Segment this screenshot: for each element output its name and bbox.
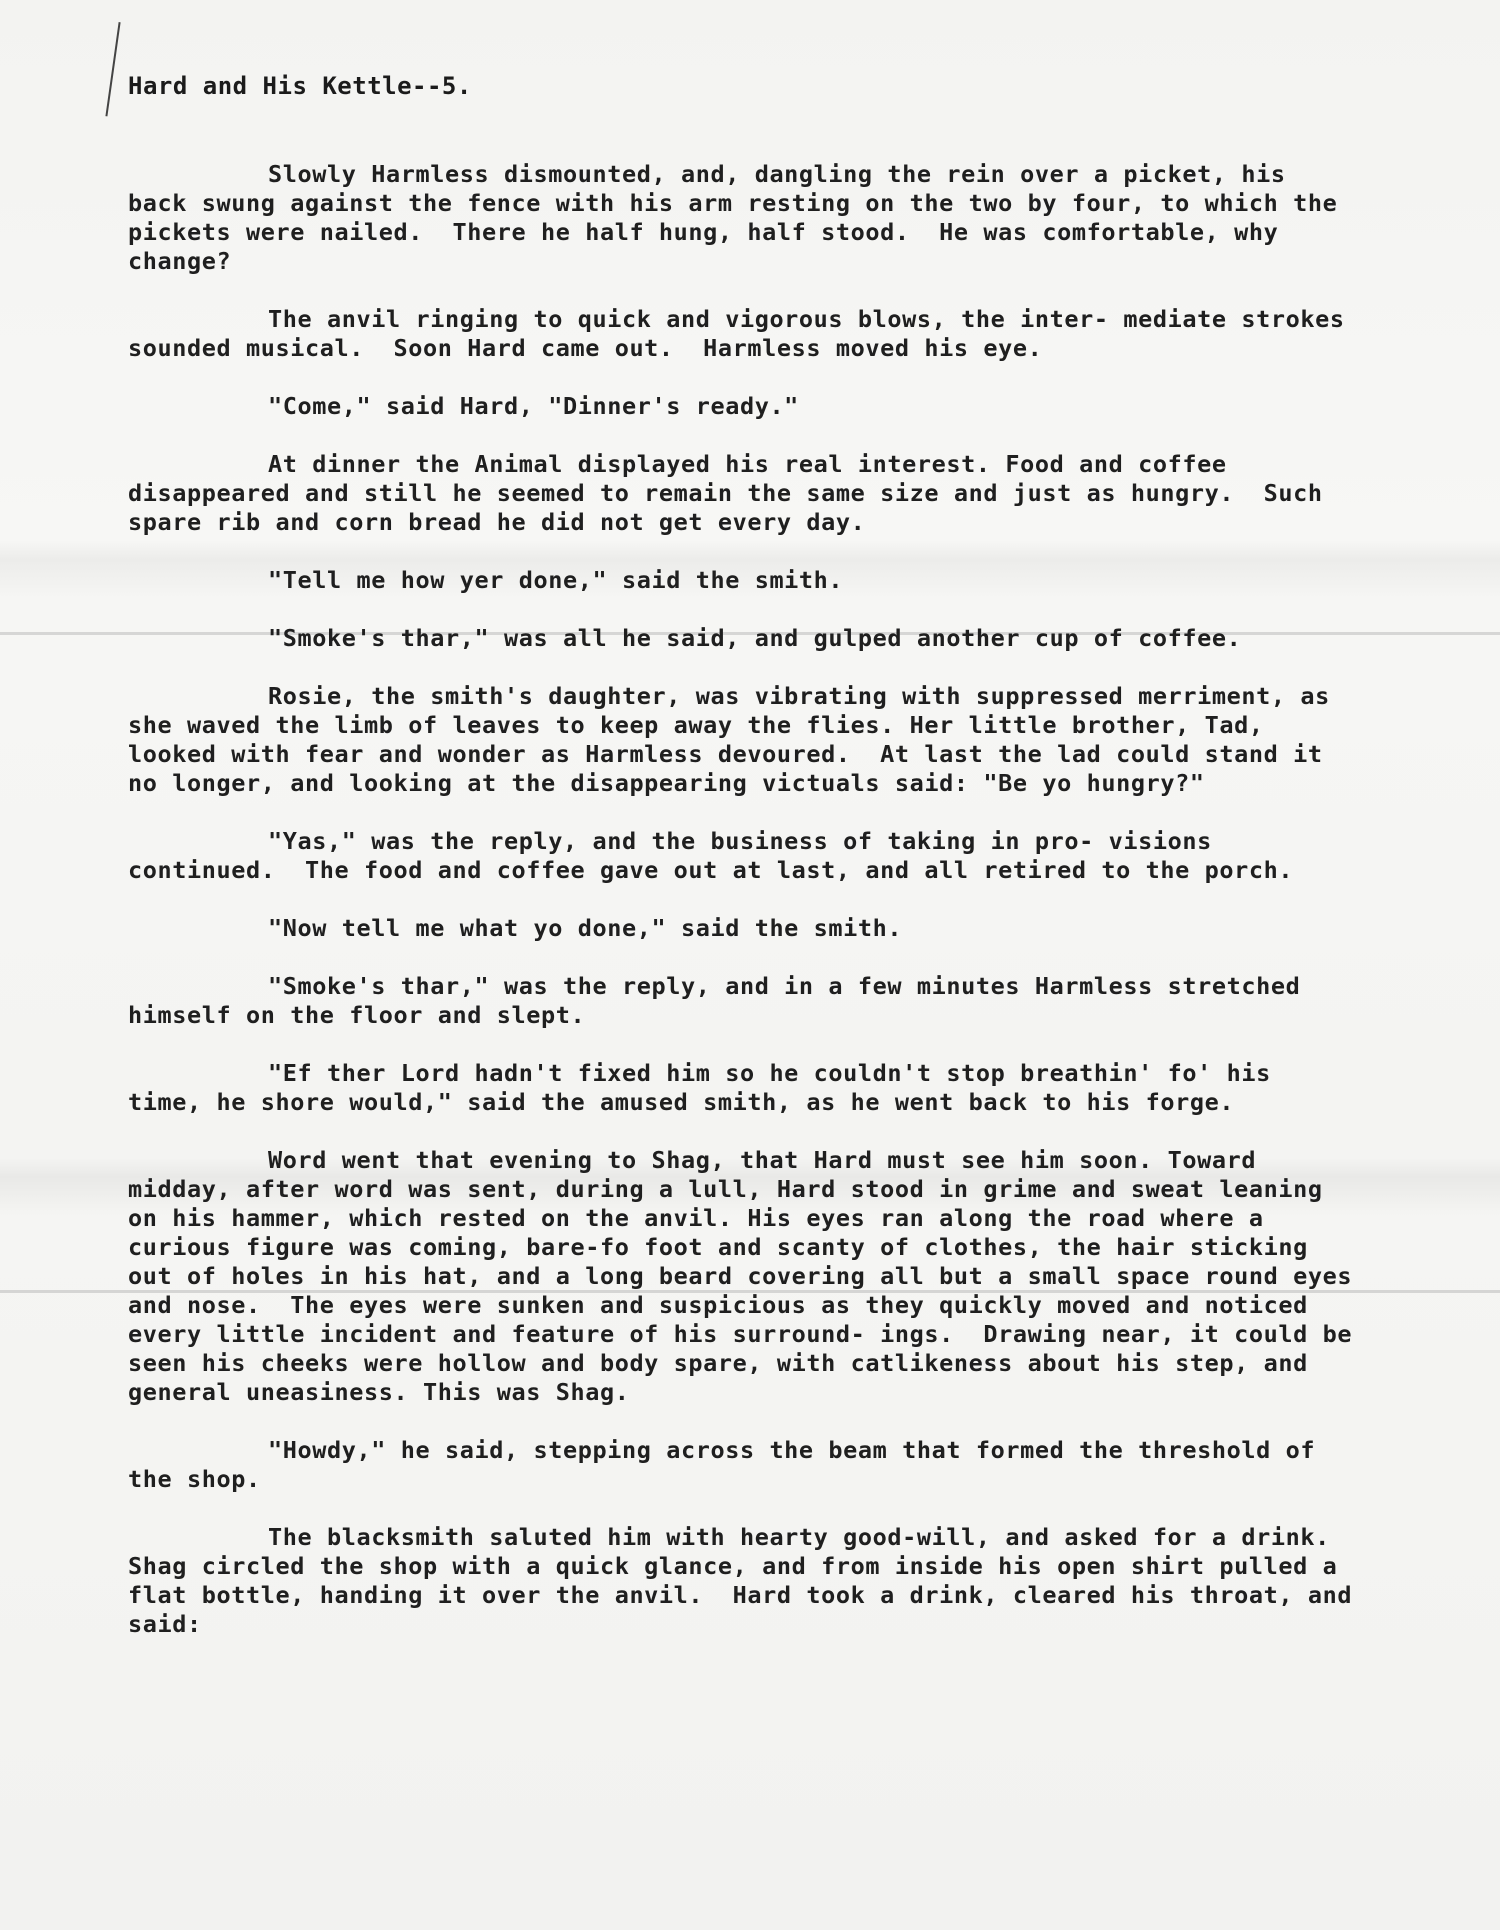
paragraph: The blacksmith saluted him with hearty good-will, and asked for a drink. Shag circled the shop with a quick glance, and from inside his open shirt pulled a flat bottle, handing it over the anvil. Hard took a drink, cleared his throat, and said: — [128, 1523, 1367, 1638]
paragraph: "Smoke's thar," was the reply, and in a few minutes Harmless stretched himself on the floor and slept. — [128, 972, 1316, 1029]
paragraph: "Tell me how yer done," said the smith. — [268, 566, 844, 594]
paragraph: At dinner the Animal displayed his real interest. Food and coffee disappeared and still he seemed to remain the same size and just as hungry. Such spare rib and corn bread he did not get every day. — [128, 450, 1338, 536]
body-text — [128, 160, 1367, 1668]
paragraph: Word went that evening to Shag, that Hard must see him soon. Toward midday, after word was sent, during a lull, Hard stood in grime and sweat leaning on his hammer, which rested on the anvil. His eyes ran along the road where a curious figure was coming, bare-fo foot and scanty of clothes, the hair sticking out of holes in his hat, and a long beard covering all but a small space round eyes and nose. The eyes were sunken and suspicious as they quickly moved and noticed every little incident and feature of his surround- ings. Drawing near, it could be seen his cheeks were hollow and body spare, with catlikeness about his step, and general uneasiness. This was Shag. — [128, 1146, 1367, 1406]
margin-pencil-mark — [105, 22, 124, 117]
paragraph: The anvil ringing to quick and vigorous blows, the inter- mediate strokes sounded musical. Soon Hard came out. Harmless moved his eye. — [128, 305, 1360, 362]
paragraph: Rosie, the smith's daughter, was vibrating with suppressed merriment, as she waved the limb of leaves to keep away the flies. Her little brother, Tad, looked with fear and wonder as Harmless devoured. At last the lad could stand it no longer, and looking at the disappearing victuals said: "Be yo hungry?" — [128, 682, 1345, 797]
paragraph: "Come," said Hard, "Dinner's ready." — [268, 392, 799, 420]
paragraph: "Ef ther Lord hadn't fixed him so he couldn't stop breathin' fo' his time, he shore would," said the amused smith, as he went back to his forge. — [128, 1059, 1286, 1116]
page-header: Hard and His Kettle--5. — [128, 72, 472, 100]
paragraph: "Yas," was the reply, and the business of taking in pro- visions continued. The food and coffee gave out at last, and all retired to the porch. — [128, 827, 1294, 884]
paragraph: Slowly Harmless dismounted, and, dangling the rein over a picket, his back swung against the fence with his arm resting on the two by four, to which the pickets were nailed. There he half hung, half stood. He was comfortable, why change? — [128, 160, 1353, 275]
paragraph: "Now tell me what yo done," said the smith. — [268, 914, 903, 942]
paragraph: "Howdy," he said, stepping across the beam that formed the threshold of the shop. — [128, 1436, 1330, 1493]
paragraph: "Smoke's thar," was all he said, and gulped another cup of coffee. — [268, 624, 1242, 652]
